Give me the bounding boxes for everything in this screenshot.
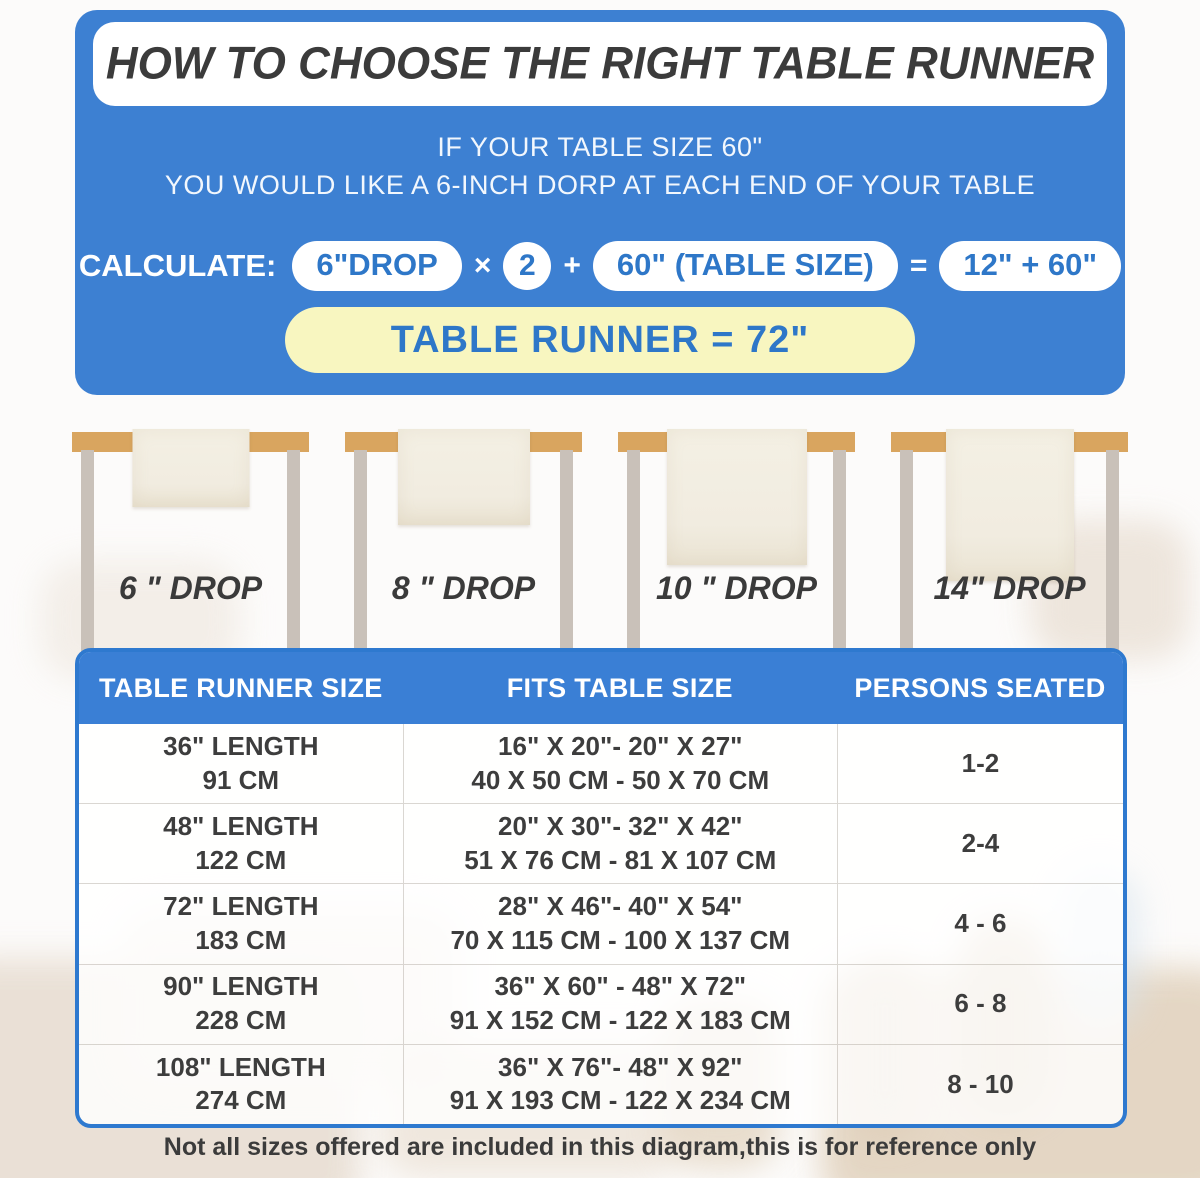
plus-operator: + (563, 249, 581, 282)
sum-pill: 12" + 60" (939, 241, 1121, 290)
title-banner (93, 22, 1107, 106)
persons-seated-cell: 1-2 (837, 724, 1123, 803)
table-leg (1106, 450, 1119, 656)
drop-figure-6in (72, 420, 309, 656)
table-row (79, 803, 1123, 883)
table-row (79, 724, 1123, 803)
persons-seated-cell: 8 - 10 (837, 1045, 1123, 1124)
fits-size-cm: 91 X 152 CM - 122 X 183 CM (449, 1005, 791, 1036)
persons-seated-cell: 4 - 6 (837, 884, 1123, 963)
persons-seated-cell: 6 - 8 (837, 965, 1123, 1044)
table-leg (627, 450, 640, 656)
fits-size-cm: 91 X 193 CM - 122 X 234 CM (449, 1085, 791, 1116)
runner-length-inches: 72" LENGTH (163, 891, 319, 922)
table-row (79, 883, 1123, 963)
fits-table-size-cell (403, 724, 837, 803)
drop-value-pill: 6"DROP (292, 241, 462, 290)
runner-length-inches: 90" LENGTH (163, 971, 319, 1002)
table-leg (900, 450, 913, 656)
runner-length-inches: 108" LENGTH (155, 1051, 326, 1082)
runner-length-cm: 228 CM (195, 1005, 287, 1036)
runner-length-cm: 122 CM (195, 844, 287, 875)
fits-size-inches: 20" X 30"- 32" X 42" (498, 811, 743, 841)
multiply-operator: × (473, 249, 492, 282)
table-body (79, 724, 1123, 1124)
table-runner (398, 429, 530, 525)
table-runner (132, 429, 249, 507)
runner-size-cell (79, 804, 403, 883)
fits-size-inches: 28" X 46"- 40" X 54" (498, 891, 743, 922)
fits-size-inches: 36" X 76"- 48" X 92" (498, 1051, 743, 1082)
fits-size-cm: 70 X 115 CM - 100 X 137 CM (450, 925, 791, 955)
fits-table-size-cell (403, 804, 837, 883)
footnote: Not all sizes offered are included in this diagram,this is for reference only (163, 1133, 1037, 1161)
drop-label: 14" DROP (933, 570, 1086, 606)
fits-size-inches: 16" X 20"- 20" X 27" (498, 730, 743, 761)
runner-size-cell (79, 1045, 403, 1124)
subtitle-line-2: YOU WOULD LIKE A 6-INCH DORP AT EACH END OF YOUR TABLE (164, 170, 1036, 200)
runner-length-inches: 36" LENGTH (163, 730, 319, 761)
runner-length-cm: 91 CM (202, 764, 280, 795)
table-row (79, 1044, 1123, 1124)
column-header-fits-table-size: FITS TABLE SIZE (506, 672, 733, 703)
fits-size-cm: 51 X 76 CM - 81 X 107 CM (464, 844, 777, 875)
drop-label: 10 " DROP (656, 570, 817, 606)
subtitle-line-1: IF YOUR TABLE SIZE 60" (437, 132, 763, 162)
runner-size-cell (79, 884, 403, 963)
runner-size-cell (79, 724, 403, 803)
drop-examples (72, 420, 1128, 656)
page-title: HOW TO CHOOSE THE RIGHT TABLE RUNNER (105, 38, 1095, 89)
drop-figure-8in (345, 420, 582, 656)
calculation-formula (75, 238, 1125, 294)
table-size-pill: 60" (TABLE SIZE) (593, 241, 898, 290)
fits-size-cm: 40 X 50 CM - 50 X 70 CM (471, 764, 770, 795)
size-reference-table (75, 648, 1127, 1128)
table-runner (946, 429, 1074, 581)
table-leg (354, 450, 367, 656)
fits-size-inches: 36" X 60" - 48" X 72" (494, 971, 747, 1002)
runner-length-cm: 183 CM (195, 925, 287, 955)
table-header-row (79, 652, 1123, 724)
drop-label: 8 " DROP (391, 570, 536, 606)
fits-table-size-cell (403, 1045, 837, 1124)
table-leg (81, 450, 94, 656)
table-runner (667, 429, 807, 565)
equals-operator: = (909, 249, 928, 282)
fits-table-size-cell (403, 884, 837, 963)
runner-length-cm: 274 CM (195, 1085, 287, 1116)
calculation-panel (75, 10, 1125, 395)
column-header-runner-size: TABLE RUNNER SIZE (99, 672, 383, 703)
persons-seated-cell: 2-4 (837, 804, 1123, 883)
multiplier-circle: 2 (503, 242, 551, 290)
drop-label: 6 " DROP (118, 570, 263, 606)
table-row (79, 964, 1123, 1044)
table-leg (833, 450, 846, 656)
fits-table-size-cell (403, 965, 837, 1044)
drop-figure-14in (891, 420, 1128, 656)
result-pill: TABLE RUNNER = 72" (285, 307, 915, 373)
column-header-persons-seated: PERSONS SEATED (854, 672, 1106, 703)
table-leg (560, 450, 573, 656)
runner-length-inches: 48" LENGTH (163, 811, 319, 841)
calculate-label: CALCULATE: (78, 248, 277, 283)
drop-figure-10in (618, 420, 855, 656)
table-leg (287, 450, 300, 656)
runner-size-cell (79, 965, 403, 1044)
